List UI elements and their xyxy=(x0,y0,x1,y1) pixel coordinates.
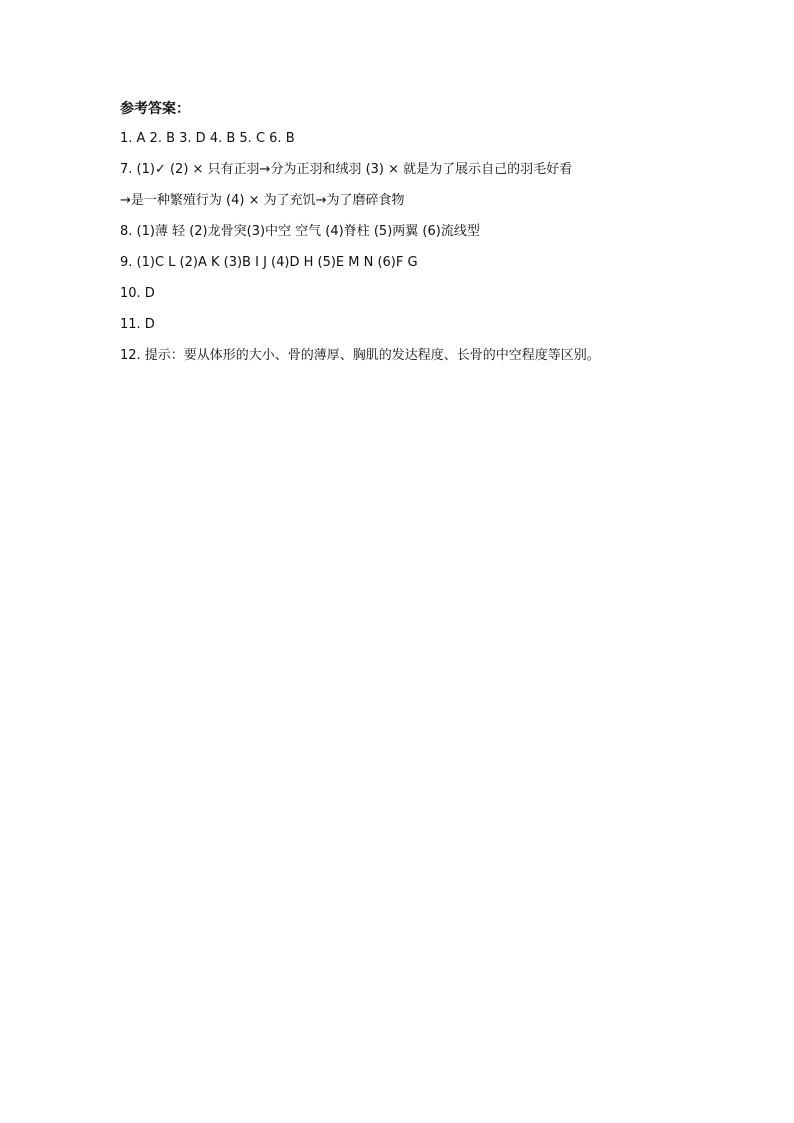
answer-line-9: 9. (1)C L (2)A K (3)B I J (4)D H (5)E M N (6)F G xyxy=(120,255,418,270)
answer-line-7: 7. (1)✓ (2) × 只有正羽→分为正羽和绒羽 (3) × 就是为了展示自己的羽毛好看 xyxy=(120,162,573,177)
answer-line-12: 12. 提示：要从体形的大小、骨的薄厚、胸肌的发达程度、长骨的中空程度等区别。 xyxy=(120,348,600,363)
answer-line-10: 10. D xyxy=(120,286,155,301)
answer-line-1-6: 1. A 2. B 3. D 4. B 5. C 6. B xyxy=(120,131,295,146)
answer-line-7-continued: →是一种繁殖行为 (4) × 为了充饥→为了磨碎食物 xyxy=(120,193,405,208)
answer-key-title: 参考答案： xyxy=(120,101,190,117)
answer-line-11: 11. D xyxy=(120,317,155,332)
answer-line-8: 8. (1)薄 轻 (2)龙骨突(3)中空 空气 (4)脊柱 (5)两翼 (6)流线型 xyxy=(120,224,480,239)
answer-key-section xyxy=(120,98,700,376)
